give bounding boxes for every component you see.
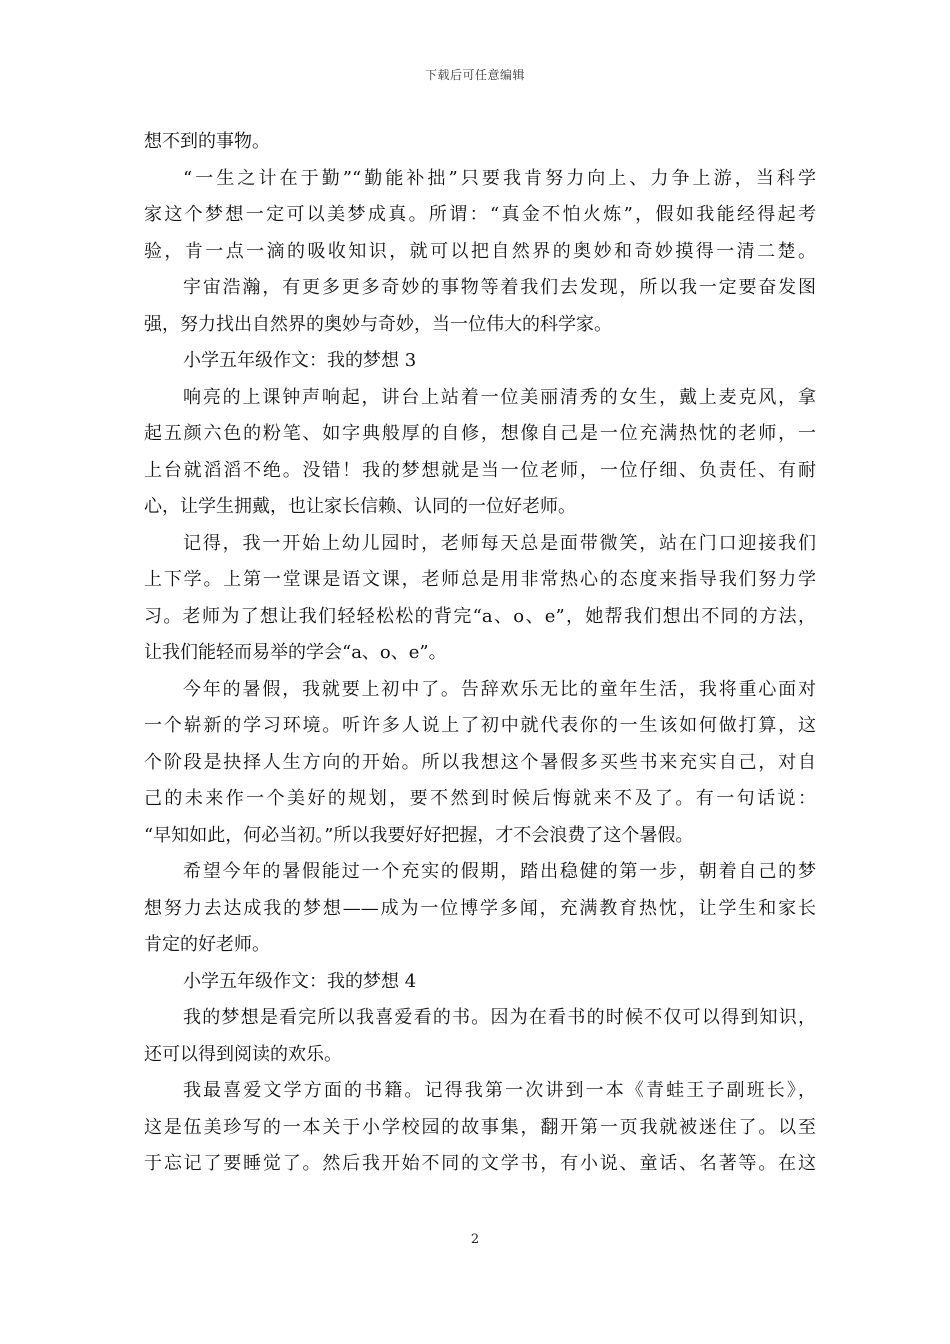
text-line: 一个崭新的学习环境。听许多人说上了初中就代表你的一生该如何做打算，这 (144, 715, 816, 736)
page-number: 2 (470, 1232, 480, 1247)
text-line: 上台就滔滔不绝。没错！我的梦想就是当一位老师，一位仔细、负责任、有耐 (144, 459, 816, 481)
text-line: 这是伍美珍写的一本关于小学校园的故事集，翻开第一页我就被迷住了。以至 (144, 1116, 816, 1138)
text-line: “一生之计在于勤”“勤能补拙”只要我肯努力向上、力争上游，当科学 (183, 167, 816, 189)
text-line: 宇宙浩瀚，有更多更多奇妙的事物等着我们去发现，所以我一定要奋发图 (183, 277, 816, 298)
text-line: 于忘记了要睡觉了。然后我开始不同的文学书，有小说、童话、名著等。在这 (144, 1153, 816, 1174)
text-line: 还可以得到阅读的欢乐。 (144, 1043, 342, 1065)
text-line: 验，肯一点一滴的吸收知识，就可以把自然界的奥妙和奇妙摸得一清二楚。 (144, 240, 816, 262)
text-line: “早知如此，何必当初。”所以我要好好把握，才不会浪费了这个暑假。 (144, 824, 694, 846)
text-line: 己的未来作一个美好的规划，要不然到时候后悔就来不及了。有一句话说： (144, 788, 816, 809)
text-line: 想努力去达成我的梦想——成为一位博学多闻，充满教育热忱，让学生和家长 (144, 897, 816, 919)
page-header: 下载后可任意编辑 (424, 68, 525, 82)
text-line: 我最喜爱文学方面的书籍。记得我第一次讲到一本《青蛙王子副班长》， (183, 1080, 816, 1101)
text-line: 希望今年的暑假能过一个充实的假期，踏出稳健的第一步，朝着自己的梦 (183, 861, 816, 882)
text-line: 起五颜六色的粉笔、如字典般厚的自修，想像自己是一位充满热忱的老师，一 (144, 423, 816, 444)
text-line: 心，让学生拥戴，也让家长信赖、认同的一位好老师。 (144, 496, 576, 517)
text-line: 个阶段是抉择人生方向的开始。所以我想这个暑假多买些书来充实自己，对自 (144, 751, 816, 773)
text-line: 我的梦想是看完所以我喜爱看的书。因为在看书的时候不仅可以得到知识， (183, 1007, 816, 1028)
document-body (144, 124, 816, 1183)
text-line: 习。老师为了想让我们轻轻松松的背完“a、o、e”，她帮我们想出不同的方法， (144, 605, 816, 627)
text-line: 肯定的好老师。 (144, 934, 270, 955)
text-line: 让我们能轻而易举的学会“a、o、e”。 (144, 642, 447, 663)
text-line: 家这个梦想一定可以美梦成真。所谓：“真金不怕火炼”，假如我能经得起考 (144, 204, 816, 225)
section-heading: 小学五年级作文：我的梦想 3 (183, 350, 417, 371)
section-heading: 小学五年级作文：我的梦想 4 (183, 970, 417, 992)
text-line: 响亮的上课钟声响起，讲台上站着一位美丽清秀的女生，戴上麦克风，拿 (183, 386, 816, 408)
text-line: 上下学。上第一堂课是语文课，老师总是用非常热心的态度来指导我们努力学 (144, 569, 816, 590)
text-line: 记得，我一开始上幼儿园时，老师每天总是面带微笑，站在门口迎接我们 (183, 532, 816, 554)
text-line: 强，努力找出自然界的奥妙与奇妙，当一位伟大的科学家。 (144, 313, 612, 335)
text-line: 今年的暑假，我就要上初中了。告辞欢乐无比的童年生活，我将重心面对 (183, 678, 816, 700)
text-line: 想不到的事物。 (144, 131, 270, 152)
